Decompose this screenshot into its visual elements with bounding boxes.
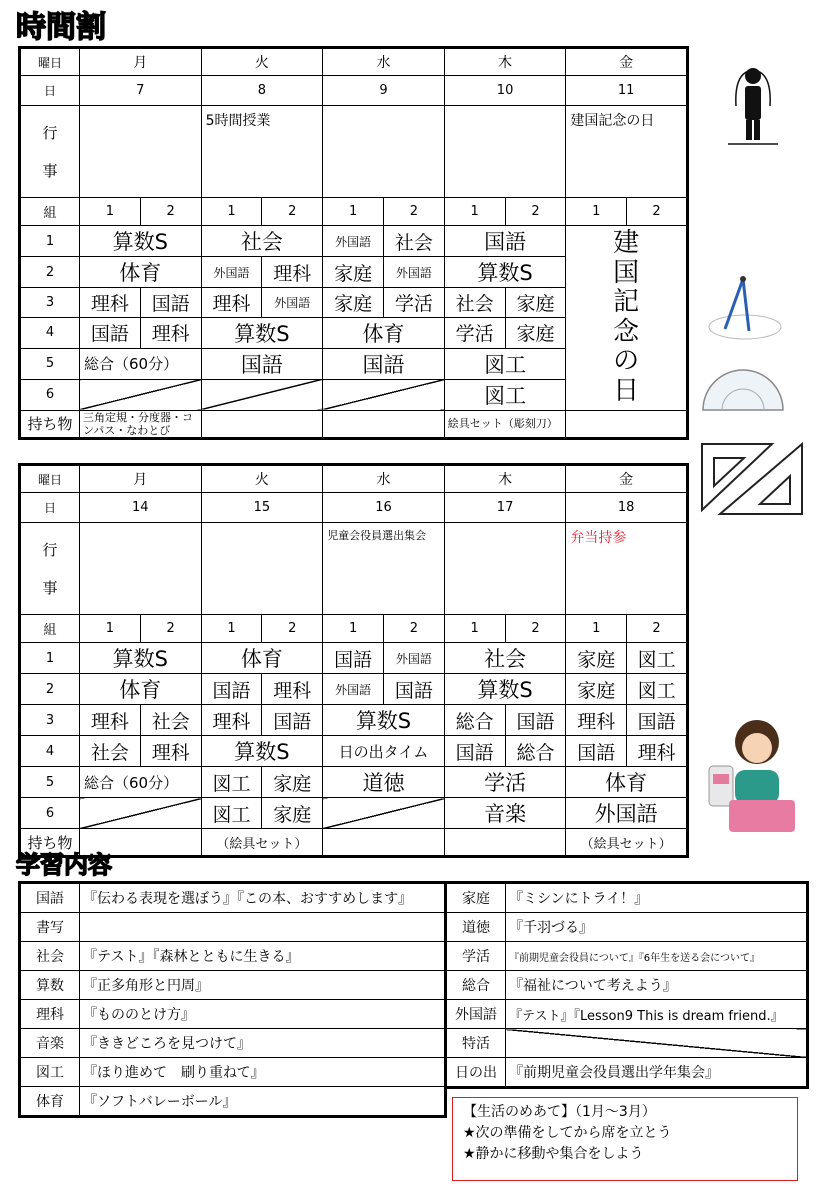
subject-name: 外国語 bbox=[446, 1000, 506, 1029]
period-label: 3 bbox=[20, 288, 80, 318]
page-title bbox=[16, 12, 106, 44]
lesson-cell: 家庭 bbox=[566, 674, 627, 705]
class-num: 2 bbox=[140, 198, 201, 226]
lesson-cell: 国語 bbox=[505, 705, 566, 736]
subject-content: 『前期児童会役員選出学年集会』 bbox=[506, 1058, 808, 1088]
lesson-cell: 理科 bbox=[140, 736, 201, 767]
lesson-cell: 理科 bbox=[627, 736, 688, 767]
class-num: 2 bbox=[383, 198, 444, 226]
lesson-cell: 外国語 bbox=[323, 674, 384, 705]
lesson-cell: 学活 bbox=[444, 767, 566, 798]
lesson-cell: 算数S bbox=[444, 257, 566, 288]
holiday-char: 記 bbox=[613, 287, 640, 318]
section-title-char: 習 bbox=[40, 851, 64, 879]
holiday-char: 建 bbox=[613, 228, 640, 259]
title-char: 割 bbox=[76, 10, 106, 45]
empty-slash-cell bbox=[80, 798, 202, 829]
subject-content: 『伝わる表現を選ぼう』『この本、おすすめします』 bbox=[80, 883, 446, 913]
label-mochimono: 持ち物 bbox=[20, 410, 80, 438]
holiday-char: 念 bbox=[613, 316, 640, 347]
sewing-girl-icon bbox=[705, 714, 801, 834]
subject-content: 『ききどころを見つけて』 bbox=[80, 1029, 446, 1058]
subjects-table-right bbox=[444, 881, 809, 1089]
lesson-cell: 国語 bbox=[262, 705, 323, 736]
lesson-cell: 学活 bbox=[383, 288, 444, 318]
lesson-cell: 社会 bbox=[201, 226, 323, 257]
event-cell bbox=[444, 523, 566, 615]
label-hi: 日 bbox=[20, 493, 80, 523]
section-title-char: 学 bbox=[16, 851, 40, 879]
lesson-cell: 外国語 bbox=[323, 226, 384, 257]
lesson-cell: 理科 bbox=[566, 705, 627, 736]
date-cell: 16 bbox=[323, 493, 445, 523]
lesson-cell: 社会 bbox=[140, 705, 201, 736]
lesson-cell: 国語 bbox=[627, 705, 688, 736]
compass-icon bbox=[705, 275, 785, 345]
subject-content bbox=[506, 1029, 808, 1058]
period-label: 2 bbox=[20, 257, 80, 288]
subject-name: 理科 bbox=[20, 1000, 80, 1029]
item-cell bbox=[566, 410, 688, 438]
lesson-cell: 道徳 bbox=[323, 767, 445, 798]
event-cell: 建国記念の日 bbox=[566, 106, 688, 198]
class-num: 2 bbox=[262, 615, 323, 643]
subject-name: 算数 bbox=[20, 971, 80, 1000]
subject-content: 『テスト』『Lesson9 This is dream friend.』 bbox=[506, 1000, 808, 1029]
lesson-cell: 家庭 bbox=[323, 288, 384, 318]
lesson-cell: 国語 bbox=[201, 674, 262, 705]
day-wed: 水 bbox=[323, 465, 445, 493]
label-gyouji-2: 事 bbox=[42, 161, 58, 180]
date-cell: 9 bbox=[323, 76, 445, 106]
subject-name: 社会 bbox=[20, 942, 80, 971]
lesson-cell: 図工 bbox=[444, 379, 566, 410]
label-youbi: 曜日 bbox=[20, 48, 80, 76]
lesson-cell: 国語 bbox=[444, 226, 566, 257]
lesson-cell: 日の出タイム bbox=[323, 736, 445, 767]
subject-name: 音楽 bbox=[20, 1029, 80, 1058]
class-num: 1 bbox=[80, 198, 141, 226]
lesson-cell: 外国語 bbox=[566, 798, 688, 829]
section-title-char: 容 bbox=[88, 851, 112, 879]
lesson-cell: 外国語 bbox=[383, 643, 444, 674]
subject-content: 『ソフトバレーボール』 bbox=[80, 1087, 446, 1117]
lesson-cell: 国語 bbox=[80, 317, 141, 348]
lesson-cell: 総合 bbox=[444, 705, 505, 736]
lesson-cell: 社会 bbox=[80, 736, 141, 767]
item-cell bbox=[201, 410, 323, 438]
lesson-cell: 国語 bbox=[201, 348, 323, 379]
lesson-cell: 家庭 bbox=[262, 767, 323, 798]
subject-name: 国語 bbox=[20, 883, 80, 913]
period-label: 4 bbox=[20, 736, 80, 767]
title-char: 間 bbox=[46, 10, 76, 45]
period-label: 6 bbox=[20, 379, 80, 410]
lesson-cell: 家庭 bbox=[505, 288, 566, 318]
lesson-cell: 図工 bbox=[201, 798, 262, 829]
event-cell bbox=[201, 523, 323, 615]
event-cell: 5時間授業 bbox=[201, 106, 323, 198]
lesson-cell: 算数S bbox=[323, 705, 445, 736]
subject-name: 道徳 bbox=[446, 913, 506, 942]
lesson-cell: 家庭 bbox=[505, 317, 566, 348]
empty-slash-cell bbox=[80, 379, 202, 410]
lesson-cell: 国語 bbox=[566, 736, 627, 767]
label-gyouji-1: 行 bbox=[42, 123, 58, 142]
period-label: 1 bbox=[20, 226, 80, 257]
lesson-cell: 国語 bbox=[383, 674, 444, 705]
date-cell: 15 bbox=[201, 493, 323, 523]
class-num: 2 bbox=[383, 615, 444, 643]
date-cell: 8 bbox=[201, 76, 323, 106]
subject-content: 『前期児童会役員について』『6年生を送る会について』 bbox=[506, 942, 808, 971]
lesson-cell: 理科 bbox=[80, 288, 141, 318]
label-gyouji-2: 事 bbox=[42, 578, 58, 597]
event-cell bbox=[444, 106, 566, 198]
class-num: 1 bbox=[201, 198, 262, 226]
lesson-cell: 図工 bbox=[444, 348, 566, 379]
lesson-cell: 理科 bbox=[262, 257, 323, 288]
title-char: 時 bbox=[16, 10, 46, 45]
lesson-cell: 国語 bbox=[323, 348, 445, 379]
lesson-cell: 国語 bbox=[323, 643, 384, 674]
subject-name: 体育 bbox=[20, 1087, 80, 1117]
day-tue: 火 bbox=[201, 48, 323, 76]
event-cell bbox=[80, 106, 202, 198]
lesson-cell: 体育 bbox=[80, 674, 202, 705]
label-hi: 日 bbox=[20, 76, 80, 106]
period-label: 2 bbox=[20, 674, 80, 705]
holiday-char: の bbox=[613, 346, 640, 377]
subject-name: 家庭 bbox=[446, 883, 506, 913]
item-cell: 三角定規・分度器・コンパス・なわとび bbox=[80, 410, 202, 438]
label-gyouji bbox=[20, 523, 80, 615]
day-wed: 水 bbox=[323, 48, 445, 76]
lesson-cell: 理科 bbox=[262, 674, 323, 705]
class-num: 2 bbox=[627, 615, 688, 643]
label-gyouji bbox=[20, 106, 80, 198]
subject-content: 『テスト』『森林とともに生きる』 bbox=[80, 942, 446, 971]
lesson-cell: 総合（60分） bbox=[80, 767, 202, 798]
item-cell bbox=[444, 829, 566, 857]
day-fri: 金 bbox=[566, 48, 688, 76]
period-label: 3 bbox=[20, 705, 80, 736]
date-cell: 18 bbox=[566, 493, 688, 523]
empty-slash-cell bbox=[323, 379, 445, 410]
subject-content: 『もののとけ方』 bbox=[80, 1000, 446, 1029]
lesson-cell: 体育 bbox=[201, 643, 323, 674]
lesson-cell: 図工 bbox=[627, 643, 688, 674]
subject-name: 書写 bbox=[20, 913, 80, 942]
subject-content: 『福祉について考えよう』 bbox=[506, 971, 808, 1000]
date-cell: 10 bbox=[444, 76, 566, 106]
label-kumi: 組 bbox=[20, 198, 80, 226]
timetable-week1 bbox=[18, 46, 689, 440]
date-cell: 17 bbox=[444, 493, 566, 523]
lesson-cell: 算数S bbox=[80, 226, 202, 257]
class-num: 2 bbox=[627, 198, 688, 226]
lesson-cell: 図工 bbox=[627, 674, 688, 705]
period-label: 6 bbox=[20, 798, 80, 829]
holiday-cell bbox=[566, 226, 688, 411]
lesson-cell: 算数S bbox=[201, 736, 323, 767]
class-num: 1 bbox=[566, 615, 627, 643]
class-num: 1 bbox=[323, 615, 384, 643]
class-num: 2 bbox=[140, 615, 201, 643]
date-cell: 14 bbox=[80, 493, 202, 523]
event-cell bbox=[323, 106, 445, 198]
date-cell: 11 bbox=[566, 76, 688, 106]
subject-content: 『ほり進めて 刷り重ねて』 bbox=[80, 1058, 446, 1087]
item-cell: （絵具セット） bbox=[566, 829, 688, 857]
lesson-cell: 社会 bbox=[444, 643, 566, 674]
item-cell: 絵具セット（彫刻刀） bbox=[444, 410, 566, 438]
subject-name: 特活 bbox=[446, 1029, 506, 1058]
lesson-cell: 理科 bbox=[201, 288, 262, 318]
lesson-cell: 音楽 bbox=[444, 798, 566, 829]
subject-name: 総合 bbox=[446, 971, 506, 1000]
holiday-char: 日 bbox=[613, 375, 640, 406]
lesson-cell: 外国語 bbox=[383, 257, 444, 288]
subject-content: 『千羽づる』 bbox=[506, 913, 808, 942]
lesson-cell: 理科 bbox=[201, 705, 262, 736]
period-label: 5 bbox=[20, 767, 80, 798]
lesson-cell: 家庭 bbox=[262, 798, 323, 829]
lesson-cell: 算数S bbox=[201, 317, 323, 348]
period-label: 1 bbox=[20, 643, 80, 674]
lesson-cell: 外国語 bbox=[201, 257, 262, 288]
lesson-cell: 総合 bbox=[505, 736, 566, 767]
event-cell-highlight: 弁当持参 bbox=[566, 523, 688, 615]
class-num: 1 bbox=[444, 198, 505, 226]
lesson-cell: 体育 bbox=[80, 257, 202, 288]
holiday-char: 国 bbox=[613, 257, 640, 288]
day-mon: 月 bbox=[80, 48, 202, 76]
lesson-cell: 学活 bbox=[444, 317, 505, 348]
lesson-cell: 外国語 bbox=[262, 288, 323, 318]
period-label: 5 bbox=[20, 348, 80, 379]
day-mon: 月 bbox=[80, 465, 202, 493]
jump-rope-icon bbox=[724, 66, 782, 148]
class-num: 1 bbox=[201, 615, 262, 643]
class-num: 2 bbox=[505, 198, 566, 226]
lesson-cell: 社会 bbox=[444, 288, 505, 318]
lesson-cell: 体育 bbox=[323, 317, 445, 348]
lesson-cell: 理科 bbox=[80, 705, 141, 736]
day-tue: 火 bbox=[201, 465, 323, 493]
subject-name: 図工 bbox=[20, 1058, 80, 1087]
date-cell: 7 bbox=[80, 76, 202, 106]
lesson-cell: 理科 bbox=[140, 317, 201, 348]
label-mochimono: 持ち物 bbox=[20, 829, 80, 857]
class-num: 1 bbox=[444, 615, 505, 643]
event-cell: 児童会役員選出集会 bbox=[323, 523, 445, 615]
lesson-cell: 図工 bbox=[201, 767, 262, 798]
goals-line: ★静かに移動や集合をしよう bbox=[463, 1146, 644, 1162]
item-cell bbox=[323, 829, 445, 857]
empty-slash-cell bbox=[323, 798, 445, 829]
timetable-week2 bbox=[18, 463, 689, 858]
set-square-icon bbox=[700, 440, 804, 516]
section-title-char: 内 bbox=[64, 851, 88, 879]
class-num: 1 bbox=[566, 198, 627, 226]
label-youbi: 曜日 bbox=[20, 465, 80, 493]
lesson-cell: 国語 bbox=[140, 288, 201, 318]
subject-name: 学活 bbox=[446, 942, 506, 971]
lesson-cell: 算数S bbox=[444, 674, 566, 705]
lesson-cell: 家庭 bbox=[323, 257, 384, 288]
class-num: 1 bbox=[323, 198, 384, 226]
day-thu: 木 bbox=[444, 465, 566, 493]
subject-content: 『ミシンにトライ！』 bbox=[506, 883, 808, 913]
lesson-cell: 体育 bbox=[566, 767, 688, 798]
item-cell bbox=[323, 410, 445, 438]
lesson-cell: 算数S bbox=[80, 643, 202, 674]
lesson-cell: 国語 bbox=[444, 736, 505, 767]
life-goals-box bbox=[452, 1097, 798, 1181]
subject-content bbox=[80, 913, 446, 942]
day-thu: 木 bbox=[444, 48, 566, 76]
class-num: 2 bbox=[505, 615, 566, 643]
goals-title: 【生活のめあて】（1月～3月） bbox=[463, 1104, 656, 1120]
event-cell bbox=[80, 523, 202, 615]
lesson-cell: 家庭 bbox=[566, 643, 627, 674]
subject-name: 日の出 bbox=[446, 1058, 506, 1088]
subject-content: 『正多角形と円周』 bbox=[80, 971, 446, 1000]
day-fri: 金 bbox=[566, 465, 688, 493]
class-num: 2 bbox=[262, 198, 323, 226]
lesson-cell: 総合（60分） bbox=[80, 348, 202, 379]
goals-line: ★次の準備をしてから席を立とう bbox=[463, 1125, 672, 1141]
section-title bbox=[16, 852, 112, 878]
label-kumi: 組 bbox=[20, 615, 80, 643]
period-label: 4 bbox=[20, 317, 80, 348]
empty-slash-cell bbox=[201, 379, 323, 410]
subjects-table-left bbox=[18, 881, 447, 1118]
item-cell: （絵具セット） bbox=[201, 829, 323, 857]
class-num: 1 bbox=[80, 615, 141, 643]
lesson-cell: 社会 bbox=[383, 226, 444, 257]
protractor-icon bbox=[700, 368, 786, 412]
label-gyouji-1: 行 bbox=[42, 540, 58, 559]
